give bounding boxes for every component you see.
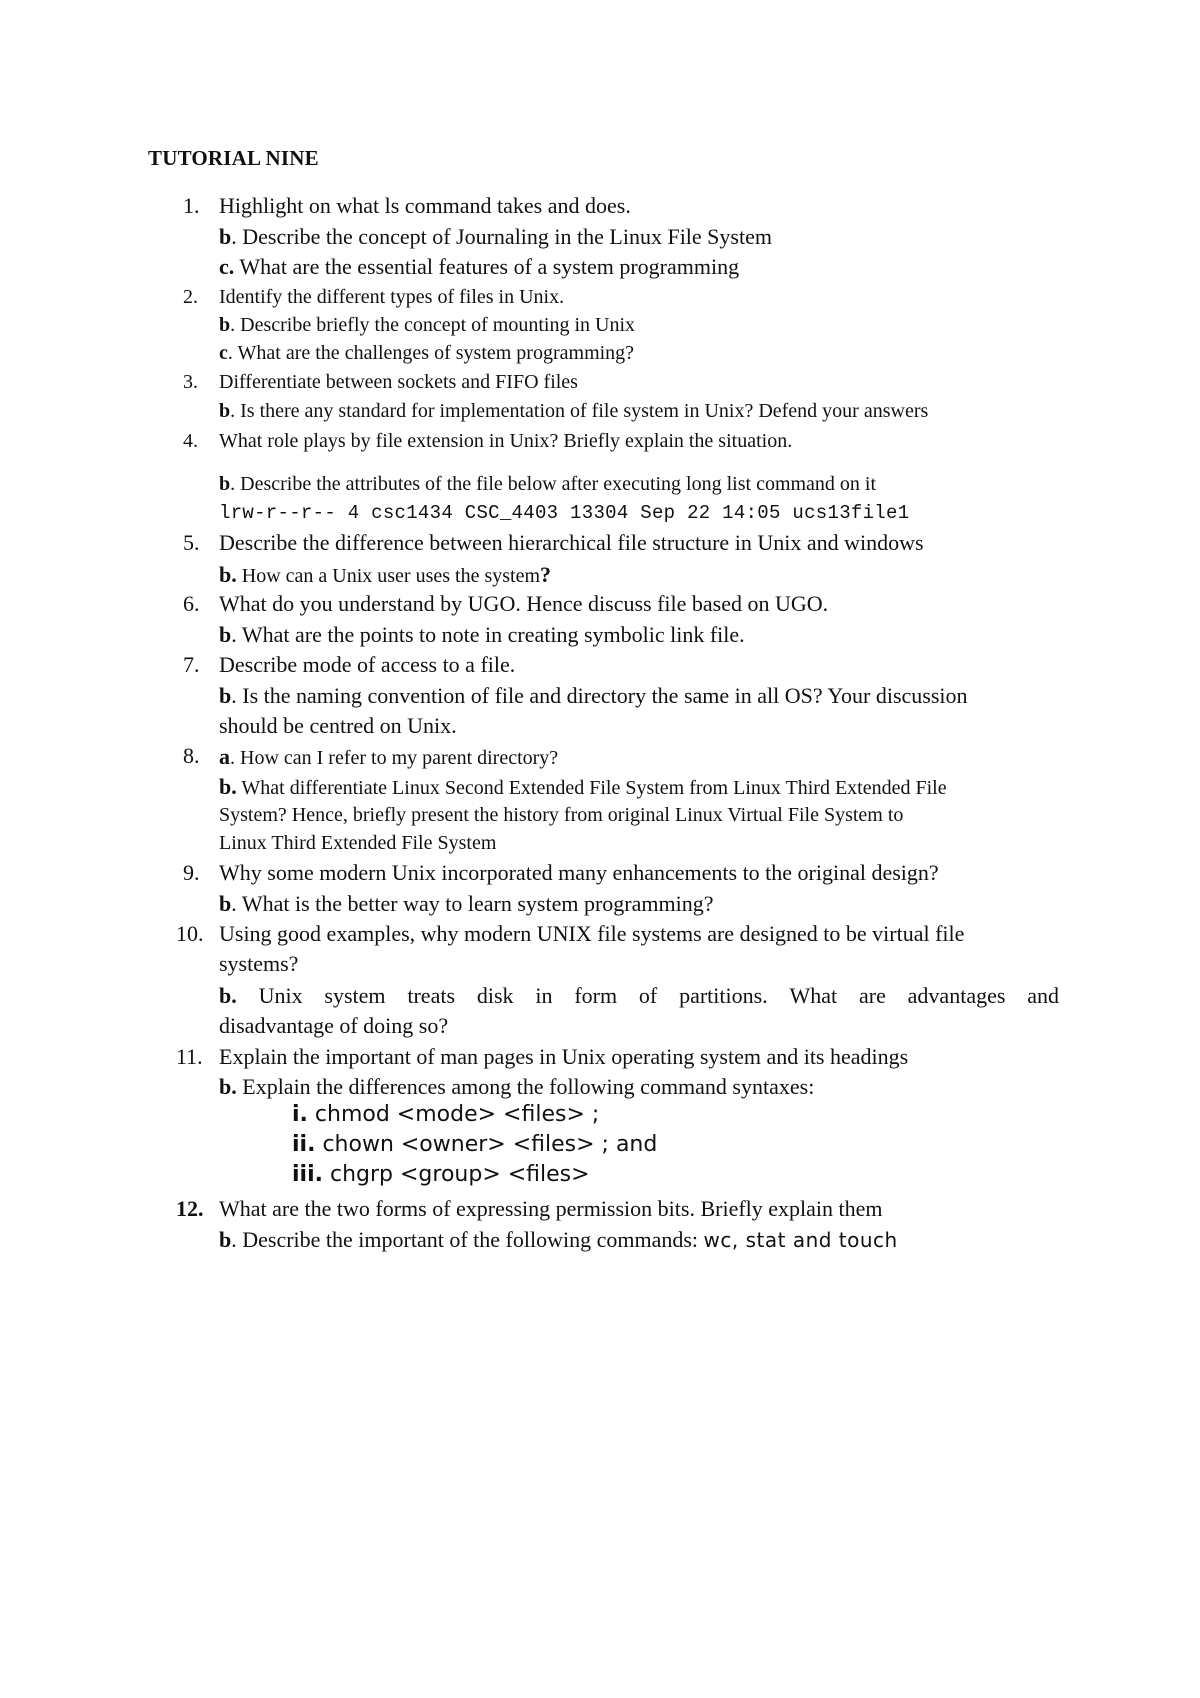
question-text: What are the two forms of expressing permission bits. Briefly explain them [219, 1196, 883, 1221]
word: Unix [258, 983, 303, 1008]
word: are [858, 983, 886, 1008]
command-syntax-chgrp [292, 1162, 590, 1187]
sub-question-b [219, 562, 551, 588]
sub-text: Explain the differences among the following command syntaxes: [236, 1074, 815, 1099]
sub-label: b [219, 683, 232, 708]
question-text: Describe mode of access to a file. [219, 652, 516, 677]
sub-question-b [219, 400, 928, 423]
command-syntax-chmod [292, 1102, 599, 1127]
sub-label: b [219, 314, 231, 336]
sub-label: b. [219, 774, 237, 799]
command-text: chmod <mode> <files> ; [307, 1102, 600, 1127]
question-text: Using good examples, why modern UNIX file systems are designed to be virtual file [219, 921, 965, 946]
word: form [574, 983, 618, 1008]
sub-label: b [219, 473, 231, 495]
sub-label: b [219, 400, 231, 422]
question-text-cont: systems? [219, 951, 299, 976]
sub-label: b [219, 891, 232, 916]
sub-text: . Describe briefly the concept of mounting in Unix [230, 314, 636, 336]
roman-label: i. [292, 1102, 308, 1127]
word: What [789, 983, 838, 1008]
sub-text: . Describe the concept of Journaling in the Linux File System [231, 224, 772, 249]
question-text: Highlight on what ls command takes and does. [219, 193, 631, 218]
question-number: 9. [183, 860, 200, 885]
sub-text: . Describe the attributes of the file below after executing long list command on it [230, 473, 877, 495]
sub-text: . Is there any standard for implementation of file system in Unix? Defend your answers [230, 400, 929, 422]
sub-question-b [219, 314, 635, 337]
sub-text: . How can I refer to my parent directory? [230, 747, 559, 769]
sub-label: c. [219, 254, 235, 279]
command-names: wc, stat and touch [703, 1228, 898, 1252]
question-text: Explain the important of man pages in Unix operating system and its headings [219, 1044, 909, 1069]
sub-text: . Is the naming convention of file and directory the same in all OS? Your discussion [231, 683, 968, 708]
sub-text: What differentiate Linux Second Extended File System from Linux Third Extended File [236, 777, 947, 799]
sub-label: b. [219, 983, 237, 1008]
word: disk [476, 983, 514, 1008]
command-text: chgrp <group> <files> [322, 1162, 590, 1187]
word: advantages [907, 983, 1006, 1008]
question-number: 5. [183, 530, 200, 555]
question-number: 7. [183, 652, 200, 677]
question-text: What role plays by file extension in Unix? Briefly explain the situation. [219, 430, 793, 452]
file-listing: lrw-r--r-- 4 csc1434 CSC_4403 13304 Sep 22 14:05 ucs13file1 [219, 502, 910, 524]
roman-label: ii. [292, 1132, 316, 1157]
question-text: What do you understand by UGO. Hence discuss file based on UGO. [219, 591, 829, 616]
sub-label: b. [219, 1074, 237, 1099]
question-number: 1. [183, 193, 200, 218]
word: of [638, 983, 658, 1008]
sub-question-b [219, 983, 1059, 1009]
sub-question-b [219, 891, 714, 917]
question-number: 4. [183, 430, 198, 452]
question-number: 10. [176, 921, 204, 946]
word: partitions. [679, 983, 768, 1008]
question-mark: ? [540, 562, 552, 587]
question-number: 12. [176, 1196, 204, 1221]
sub-text: What are the essential features of a system programming [234, 254, 740, 279]
sub-label: a [219, 744, 230, 769]
sub-label: b. [219, 562, 237, 587]
sub-label: b [219, 224, 232, 249]
sub-text: . What are the challenges of system programming? [227, 342, 635, 364]
sub-text: . Describe the important of the following commands: [231, 1227, 704, 1252]
question-text: Why some modern Unix incorporated many enhancements to the original design? [219, 860, 939, 885]
sub-text: . What is the better way to learn system programming? [231, 891, 714, 916]
sub-label: c [219, 342, 228, 364]
question-text: Differentiate between sockets and FIFO files [219, 371, 578, 393]
sub-question-c [219, 342, 634, 365]
sub-text: How can a Unix user uses the system [236, 565, 541, 587]
sub-text: . What are the points to note in creating symbolic link file. [231, 622, 745, 647]
sub-question-b-cont: Linux Third Extended File System [219, 832, 497, 854]
question-number: 6. [183, 591, 200, 616]
question-text: Identify the different types of files in Unix. [219, 286, 565, 308]
question-number: 11. [176, 1044, 203, 1069]
sub-label: b [219, 1227, 232, 1252]
sub-question-b [219, 774, 947, 800]
sub-question-a [219, 744, 558, 770]
sub-question-b-cont: System? Hence, briefly present the history from original Linux Virtual File System to [219, 804, 904, 826]
sub-question-b-cont: should be centred on Unix. [219, 713, 457, 738]
roman-label: iii. [292, 1162, 323, 1187]
sub-question-b [219, 224, 772, 250]
sub-label: b [219, 622, 232, 647]
question-number: 3. [183, 371, 198, 393]
command-syntax-chown [292, 1132, 657, 1157]
command-text: chown <owner> <files> ; and [315, 1132, 658, 1157]
question-number: 2. [183, 286, 198, 308]
word: and [1027, 983, 1059, 1008]
question-number: 8. [183, 743, 200, 768]
sub-question-b [219, 1074, 814, 1100]
sub-question-b [219, 1227, 898, 1253]
word: treats [407, 983, 456, 1008]
sub-question-b [219, 622, 745, 648]
page-title: TUTORIAL NINE [148, 146, 319, 170]
question-text: Describe the difference between hierarchical file structure in Unix and windows [219, 530, 924, 555]
sub-question-b [219, 683, 968, 709]
word: in [535, 983, 553, 1008]
sub-question-b-cont: disadvantage of doing so? [219, 1013, 449, 1038]
sub-question-b [219, 473, 876, 496]
sub-question-c [219, 254, 739, 280]
word: system [324, 983, 386, 1008]
